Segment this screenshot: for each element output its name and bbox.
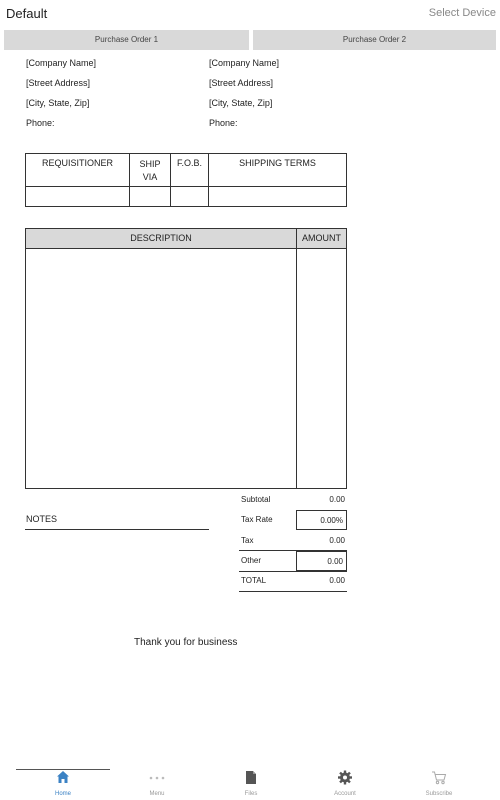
nav-files-label: Files bbox=[244, 791, 258, 797]
nav-home[interactable] bbox=[16, 760, 110, 800]
tax-label: Tax bbox=[241, 536, 254, 545]
left-street-address: [Street Address] bbox=[26, 78, 91, 88]
home-icon bbox=[56, 770, 70, 784]
nav-home-label: Home bbox=[54, 791, 71, 797]
requisitioner-cell[interactable] bbox=[25, 186, 130, 207]
notes-underline bbox=[25, 529, 209, 530]
nav-files[interactable] bbox=[204, 760, 298, 800]
description-header: DESCRIPTION bbox=[25, 228, 297, 249]
nav-subscribe[interactable] bbox=[392, 760, 486, 800]
cart-icon bbox=[431, 770, 447, 785]
tax-rate-input[interactable] bbox=[296, 510, 347, 530]
tab-purchase-order-2[interactable]: Purchase Order 2 bbox=[253, 30, 496, 50]
notes-label: NOTES bbox=[26, 514, 58, 524]
total-underline bbox=[239, 591, 347, 592]
file-icon bbox=[245, 770, 257, 785]
other-value: 0.00 bbox=[327, 557, 343, 566]
ship-via-header: SHIP VIA bbox=[129, 153, 171, 187]
left-phone: Phone: bbox=[26, 118, 55, 128]
description-area[interactable] bbox=[25, 248, 297, 489]
total-top-line bbox=[239, 571, 347, 572]
subtotal-value: 0.00 bbox=[329, 495, 345, 504]
nav-menu[interactable] bbox=[110, 760, 204, 800]
nav-account-label: Account bbox=[334, 791, 356, 797]
left-company-name: [Company Name] bbox=[26, 58, 97, 68]
total-value: 0.00 bbox=[329, 576, 345, 585]
amount-area[interactable] bbox=[296, 248, 347, 489]
fob-header: F.O.B. bbox=[170, 153, 209, 187]
tab-purchase-order-1[interactable]: Purchase Order 1 bbox=[4, 30, 249, 50]
right-city-state-zip: [City, State, Zip] bbox=[209, 98, 273, 108]
nav-subscribe-label: Subscribe bbox=[425, 791, 453, 797]
nav-menu-label: Menu bbox=[149, 791, 165, 797]
ship-via-cell[interactable] bbox=[129, 186, 171, 207]
other-input[interactable] bbox=[296, 551, 347, 571]
select-device-button[interactable]: Select Device bbox=[428, 7, 496, 19]
page-title: Default bbox=[6, 6, 48, 21]
subtotal-label: Subtotal bbox=[241, 495, 271, 504]
bottom-nav bbox=[0, 760, 500, 800]
right-company-name: [Company Name] bbox=[209, 58, 280, 68]
shipping-terms-header: SHIPPING TERMS bbox=[208, 153, 347, 187]
amount-header: AMOUNT bbox=[296, 228, 347, 249]
nav-account[interactable] bbox=[298, 760, 392, 800]
shipping-terms-cell[interactable] bbox=[208, 186, 347, 207]
fob-cell[interactable] bbox=[170, 186, 209, 207]
left-city-state-zip: [City, State, Zip] bbox=[26, 98, 90, 108]
more-dots-icon bbox=[149, 776, 165, 780]
tax-rate-value: 0.00% bbox=[320, 516, 343, 525]
tax-rate-label: Tax Rate bbox=[241, 515, 273, 524]
right-phone: Phone: bbox=[209, 118, 238, 128]
right-street-address: [Street Address] bbox=[209, 78, 274, 88]
total-label: TOTAL bbox=[241, 576, 267, 585]
tax-value: 0.00 bbox=[329, 536, 345, 545]
thank-you-text: Thank you for business bbox=[134, 637, 238, 648]
requisitioner-header: REQUISITIONER bbox=[25, 153, 130, 187]
other-label: Other bbox=[241, 556, 262, 565]
gear-icon bbox=[338, 770, 353, 785]
